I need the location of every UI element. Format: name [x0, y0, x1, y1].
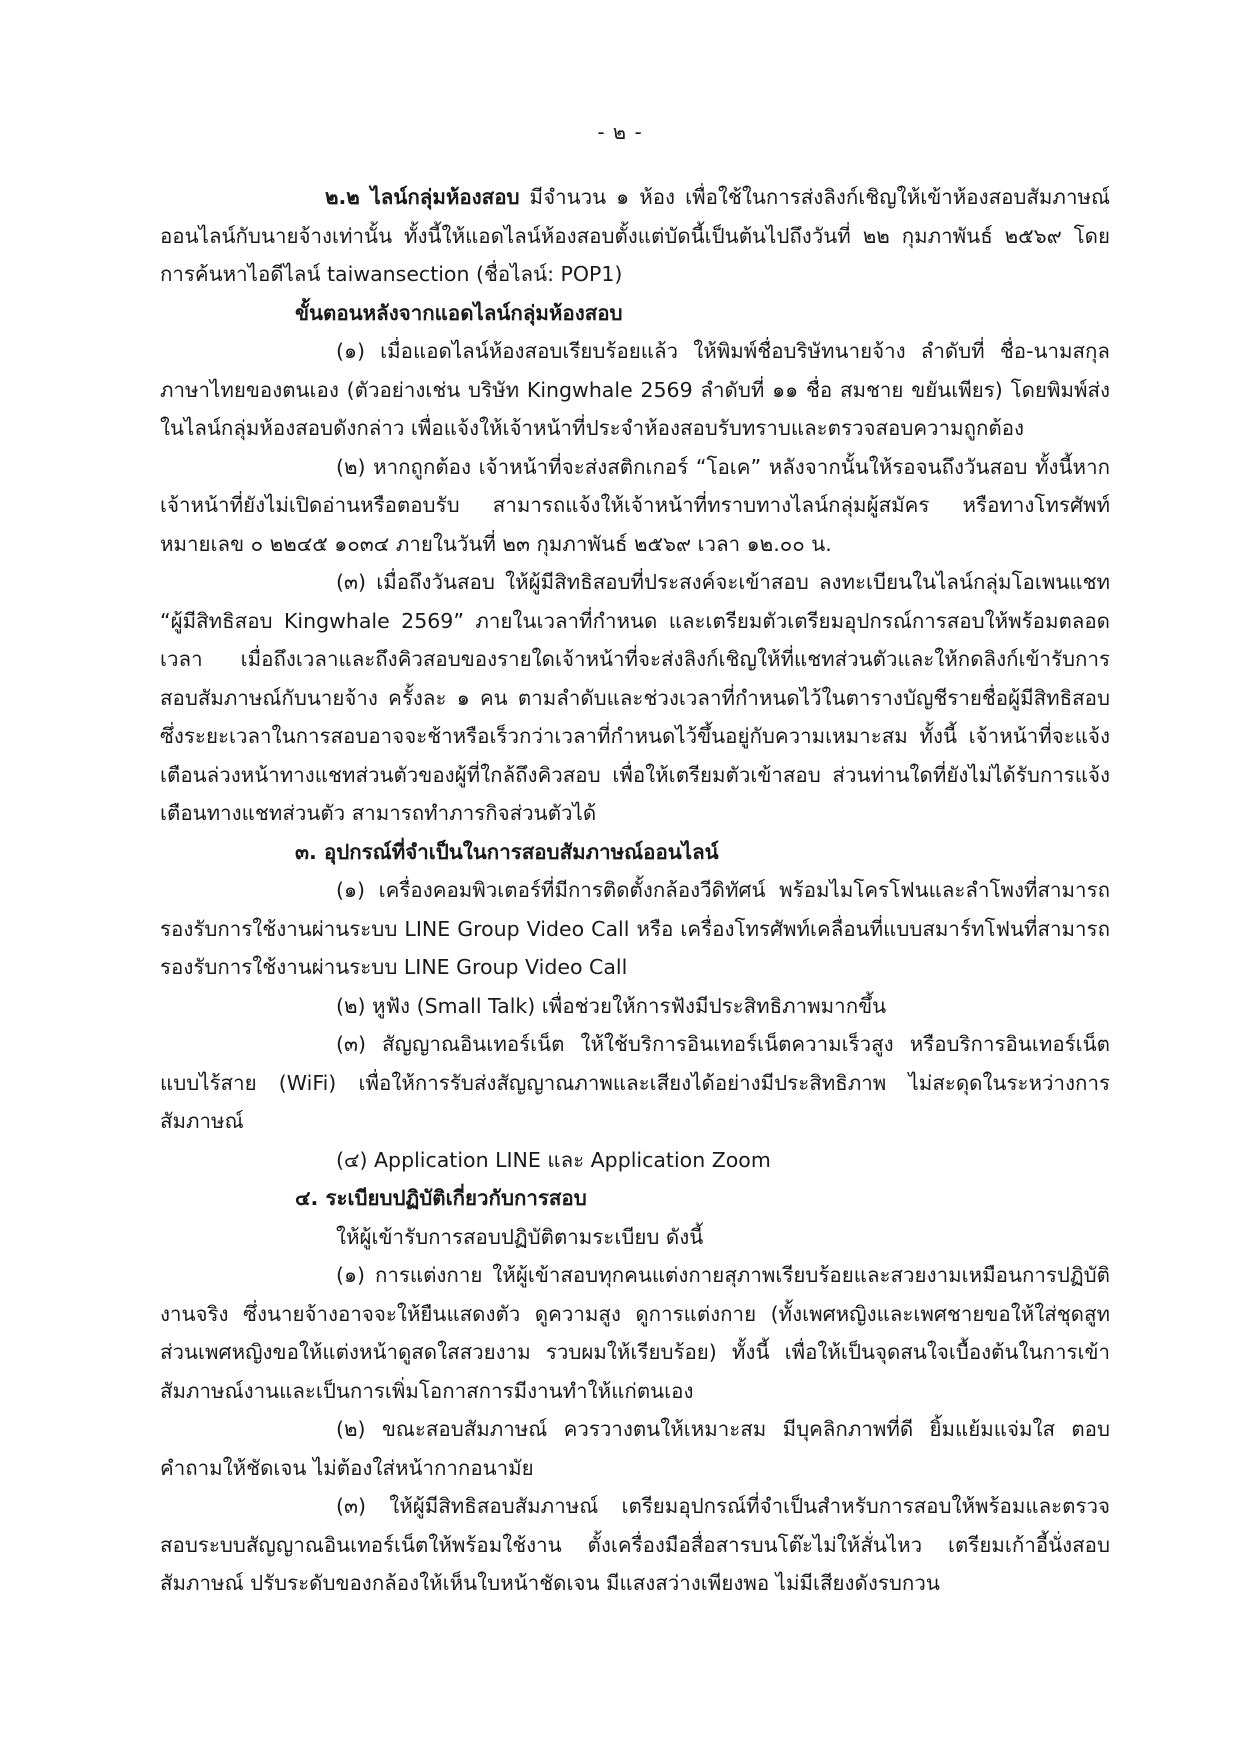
section-4-heading: ๔. ระเบียบปฏิบัติเกี่ยวกับการสอบ [295, 1186, 587, 1210]
page-number: - ๒ - [597, 120, 643, 144]
steps-item-1: (๑) เมื่อแอดไลน์ห้องสอบเรียบร้อยแล้ว ให้พิมพ์ชื่อบริษัทนายจ้าง ลำดับที่ ชื่อ-นามสกุลภาษาไทยของตนเอง (ตัวอย่างเช่น บริษัท Kingwhale 2569 ลำดับที่ ๑๑ ชื่อ สมชาย ขยันเพียร) โดยพิมพ์ส่งในไลน์กลุ่มห้องสอบดังกล่าว เพื่อแจ้งให้เจ้าหน้าที่ประจำห้องสอบรับทราบและตรวจสอบความถูกต้อง [160, 339, 1110, 440]
section-3-item-2: (๒) หูฟัง (Small Talk) เพื่อช่วยให้การฟังมีประสิทธิภาพมากขึ้น [336, 993, 887, 1018]
steps-item-2: (๒) หากถูกต้อง เจ้าหน้าที่จะส่งสติกเกอร์ “โอเค” หลังจากนั้นให้รอจนถึงวันสอบ ทั้งนี้หากเจ้าหน้าที่ยังไม่เปิดอ่านหรือตอบรับ สามารถแจ้งให้เจ้าหน้าที่ทราบทางไลน์กลุ่มผู้สมัคร หรือทางโทรศัพท์หมายเลข ๐ ๒๒๔๕ ๑๐๓๔ ภายในวันที่ ๒๓ กุมภาพันธ์ ๒๕๖๙ เวลา ๑๒.๐๐ น. [160, 454, 1110, 556]
section-3-item-1: (๑) เครื่องคอมพิวเตอร์ที่มีการติดตั้งกล้องวีดิทัศน์ พร้อมไมโครโฟนและลำโพงที่สามารถรองรับการใช้งานผ่านระบบ LINE Group Video Call หรือ เครื่องโทรศัพท์เคลื่อนที่แบบสมาร์ทโฟนที่สามารถรองรับการใช้งานผ่านระบบ LINE Group Video Call [160, 878, 1110, 979]
steps-item-3: (๓) เมื่อถึงวันสอบ ให้ผู้มีสิทธิสอบที่ประสงค์จะเข้าสอบ ลงทะเบียนในไลน์กลุ่มโอเพนแชท “ผู้มีสิทธิสอบ Kingwhale 2569” ภายในเวลาที่กำหนด และเตรียมตัวเตรียมอุปกรณ์การสอบให้พร้อมตลอดเวลา เมื่อถึงเวลาและถึงคิวสอบของรายใดเจ้าหน้าที่จะส่งลิงก์เชิญให้ที่แชทส่วนตัวและให้กดลิงก์เข้ารับการสอบสัมภาษณ์กับนายจ้าง ครั้งละ ๑ คน ตามลำดับและช่วงเวลาที่กำหนดไว้ในตารางบัญชีรายชื่อผู้มีสิทธิสอบ ซึ่งระยะเวลาในการสอบอาจจะช้าหรือเร็วกว่าเวลาที่กำหนดไว้ขึ้นอยู่กับความเหมาะสม ทั้งนี้ เจ้าหน้าที่จะแจ้งเตือนล่วงหน้าทางแชทส่วนตัวของผู้ที่ใกล้ถึงคิวสอบ เพื่อให้เตรียมตัวเข้าสอบ ส่วนท่านใดที่ยังไม่ได้รับการแจ้งเตือนทางแชทส่วนตัว สามารถทำภารกิจส่วนตัวได้ [160, 570, 1110, 825]
section-3-item-3: (๓) สัญญาณอินเทอร์เน็ต ให้ใช้บริการอินเทอร์เน็ตความเร็วสูง หรือบริการอินเทอร์เน็ตแบบไร้สาย (WiFi) เพื่อให้การรับส่งสัญญาณภาพและเสียงได้อย่างมีประสิทธิภาพ ไม่สะดุดในระหว่างการสัมภาษณ์ [160, 1032, 1110, 1133]
section-4-item-3: (๓) ให้ผู้มีสิทธิสอบสัมภาษณ์ เตรียมอุปกรณ์ที่จำเป็นสำหรับการสอบให้พร้อมและตรวจสอบระบบสัญญาณอินเทอร์เน็ตให้พร้อมใช้งาน ตั้งเครื่องมือสื่อสารบนโต๊ะไม่ให้สั่นไหว เตรียมเก้าอี้นั่งสอบสัมภาษณ์ ปรับระดับของกล้องให้เห็นใบหน้าชัดเจน มีแสงสว่างเพียงพอ ไม่มีเสียงดังรบกวน [160, 1494, 1110, 1595]
section-3-item-4: (๔) Application LINE และ Application Zoom [336, 1147, 771, 1172]
steps-heading: ขั้นตอนหลังจากแอดไลน์กลุ่มห้องสอบ [295, 300, 623, 325]
section-4-item-1: (๑) การแต่งกาย ให้ผู้เข้าสอบทุกคนแต่งกายสุภาพเรียบร้อยและสวยงามเหมือนการปฏิบัติงานจริง ซึ่งนายจ้างอาจจะให้ยืนแสดงตัว ดูความสูง ดูการแต่งกาย (ทั้งเพศหญิงและเพศชายขอให้ใส่ชุดสูท ส่วนเพศหญิงขอให้แต่งหน้าดูสดใสสวยงาม รวบผมให้เรียบร้อย) ทั้งนี้ เพื่อให้เป็นจุดสนใจเบื้องต้นในการเข้าสัมภาษณ์งานและเป็นการเพิ่มโอกาสการมีงานทำให้แก่ตนเอง [160, 1263, 1110, 1403]
section-3-heading: ๓. อุปกรณ์ที่จำเป็นในการสอบสัมภาษณ์ออนไลน์ [295, 839, 719, 864]
section-4-intro: ให้ผู้เข้ารับการสอบปฏิบัติตามระเบียบ ดังนี้ [336, 1224, 704, 1249]
section-2-2-paragraph [160, 178, 1110, 294]
document-body [160, 178, 1110, 1603]
section-4-item-2: (๒) ขณะสอบสัมภาษณ์ ควรวางตนให้เหมาะสม มีบุคลิกภาพที่ดี ยิ้มแย้มแจ่มใส ตอบคำถามให้ชัดเจน ไม่ต้องใส่หน้ากากอนามัย [160, 1417, 1110, 1480]
section-2-2-text: มีจำนวน ๑ ห้อง เพื่อใช้ในการส่งลิงก์เชิญให้เข้าห้องสอบสัมภาษณ์ออนไลน์กับนายจ้างเท่านั้น ทั้งนี้ให้แอดไลน์ห้องสอบตั้งแต่บัดนี้เป็นต้นไปถึงวันที่ ๒๒ กุมภาพันธ์ ๒๕๖๙ โดยการค้นหาไอดีไลน์ taiwansection (ชื่อไลน์: POP1) [160, 185, 1110, 286]
section-2-2-title: ๒.๒ ไลน์กลุ่มห้องสอบ [325, 185, 520, 209]
